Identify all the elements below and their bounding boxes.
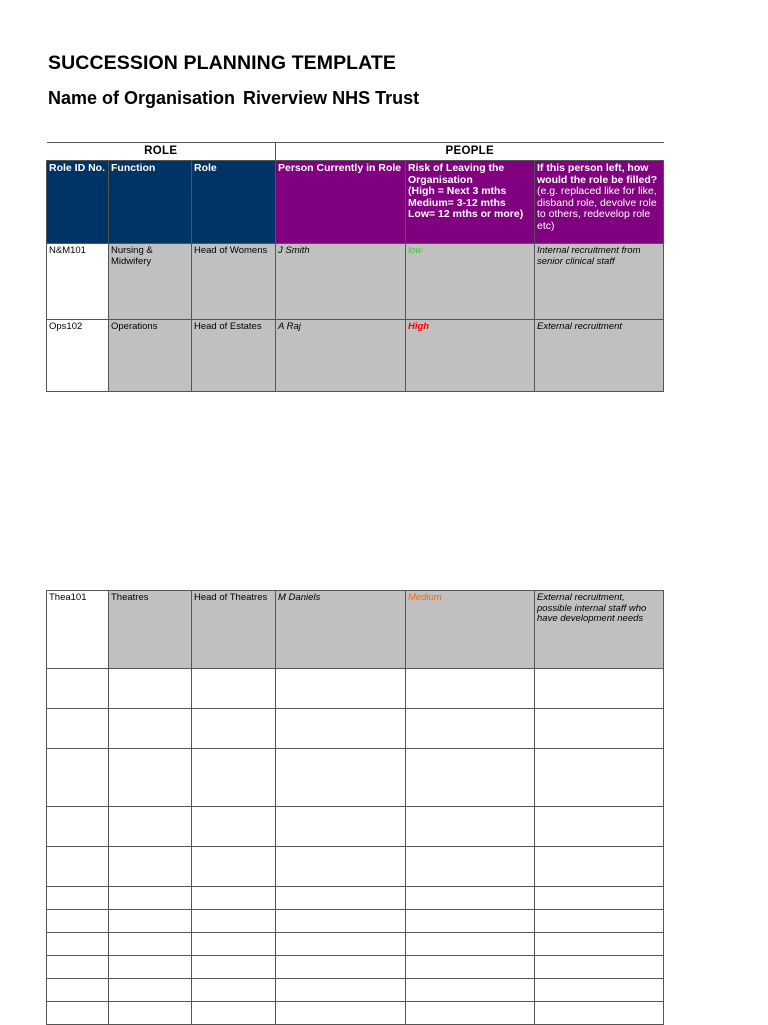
empty-cell[interactable] <box>109 749 192 807</box>
empty-cell[interactable] <box>192 669 276 709</box>
cell-role-id: Ops102 <box>47 320 109 392</box>
header-fill <box>535 161 664 244</box>
empty-cell[interactable] <box>47 933 109 956</box>
empty-cell[interactable] <box>535 933 664 956</box>
empty-cell[interactable] <box>47 979 109 1002</box>
empty-cell[interactable] <box>109 979 192 1002</box>
cell-risk: low <box>406 244 535 320</box>
empty-cell[interactable] <box>406 1002 535 1025</box>
empty-cell[interactable] <box>406 709 535 749</box>
header-fill-title: If this person left, how would the role be filled? <box>537 162 658 186</box>
empty-cell[interactable] <box>192 979 276 1002</box>
group-role: ROLE <box>47 143 276 161</box>
header-risk-low: Low= 12 mths or more) <box>408 208 524 220</box>
empty-row <box>47 956 664 979</box>
organisation-line <box>48 88 419 109</box>
empty-cell[interactable] <box>406 887 535 910</box>
empty-cell[interactable] <box>47 887 109 910</box>
empty-cell[interactable] <box>109 669 192 709</box>
empty-cell[interactable] <box>406 956 535 979</box>
empty-cell[interactable] <box>276 933 406 956</box>
empty-cell[interactable] <box>109 956 192 979</box>
empty-cell[interactable] <box>47 669 109 709</box>
header-risk-medium: Medium= 3-12 mths <box>408 196 506 209</box>
header-risk-title: Risk of Leaving the Organisation <box>408 162 505 186</box>
empty-row <box>47 847 664 887</box>
empty-row <box>47 669 664 709</box>
empty-cell[interactable] <box>109 933 192 956</box>
empty-cell[interactable] <box>192 807 276 847</box>
empty-cell[interactable] <box>47 910 109 933</box>
empty-cell[interactable] <box>47 807 109 847</box>
cell-risk: Medium <box>406 591 535 669</box>
header-person: Person Currently in Role <box>276 161 406 244</box>
empty-cell[interactable] <box>109 847 192 887</box>
cell-fill: External recruitment, possible internal staff who have development needs <box>535 591 664 669</box>
empty-cell[interactable] <box>535 669 664 709</box>
cell-role: Head of Womens <box>192 244 276 320</box>
empty-cell[interactable] <box>535 910 664 933</box>
cell-function: Operations <box>109 320 192 392</box>
document-title: SUCCESSION PLANNING TEMPLATE <box>48 52 397 74</box>
empty-cell[interactable] <box>276 979 406 1002</box>
organisation-label: Name of Organisation <box>48 88 236 108</box>
header-risk-high: (High = Next 3 mths <box>408 185 507 197</box>
table-row <box>47 591 664 669</box>
empty-cell[interactable] <box>47 749 109 807</box>
empty-cell[interactable] <box>192 709 276 749</box>
empty-cell[interactable] <box>406 807 535 847</box>
empty-cell[interactable] <box>406 669 535 709</box>
empty-cell[interactable] <box>192 910 276 933</box>
empty-cell[interactable] <box>276 887 406 910</box>
succession-table-top <box>46 142 664 392</box>
empty-cell[interactable] <box>535 749 664 807</box>
empty-cell[interactable] <box>192 749 276 807</box>
empty-row <box>47 979 664 1002</box>
cell-role-id: Thea101 <box>47 591 109 669</box>
empty-cell[interactable] <box>109 1002 192 1025</box>
empty-cell[interactable] <box>406 933 535 956</box>
empty-row <box>47 709 664 749</box>
cell-risk: High <box>406 320 535 392</box>
empty-cell[interactable] <box>192 1002 276 1025</box>
empty-cell[interactable] <box>192 933 276 956</box>
empty-row <box>47 933 664 956</box>
empty-cell[interactable] <box>192 887 276 910</box>
empty-cell[interactable] <box>406 979 535 1002</box>
cell-person: A Raj <box>276 320 406 392</box>
column-header-row <box>47 161 664 244</box>
empty-cell[interactable] <box>406 749 535 807</box>
empty-cell[interactable] <box>535 709 664 749</box>
cell-fill: External recruitment <box>535 320 664 392</box>
empty-cell[interactable] <box>276 709 406 749</box>
empty-cell[interactable] <box>535 956 664 979</box>
succession-table-bottom <box>46 590 664 1025</box>
cell-role: Head of Estates <box>192 320 276 392</box>
empty-cell[interactable] <box>47 956 109 979</box>
group-header-row <box>47 143 664 161</box>
cell-fill: Internal recruitment from senior clinical staff <box>535 244 664 320</box>
empty-row <box>47 749 664 807</box>
empty-row <box>47 807 664 847</box>
group-people: PEOPLE <box>276 143 664 161</box>
empty-cell[interactable] <box>47 709 109 749</box>
empty-cell[interactable] <box>192 847 276 887</box>
empty-cell[interactable] <box>535 847 664 887</box>
header-role-id: Role ID No. <box>47 161 109 244</box>
empty-cell[interactable] <box>192 956 276 979</box>
empty-cell[interactable] <box>109 807 192 847</box>
empty-cell[interactable] <box>276 669 406 709</box>
empty-cell[interactable] <box>406 847 535 887</box>
empty-cell[interactable] <box>276 910 406 933</box>
empty-cell[interactable] <box>406 910 535 933</box>
table-row <box>47 320 664 392</box>
empty-cell[interactable] <box>535 887 664 910</box>
empty-cell[interactable] <box>109 910 192 933</box>
empty-cell[interactable] <box>47 1002 109 1025</box>
empty-cell[interactable] <box>535 979 664 1002</box>
cell-function: Nursing & Midwifery <box>109 244 192 320</box>
table-row <box>47 244 664 320</box>
cell-role-id: N&M101 <box>47 244 109 320</box>
empty-cell[interactable] <box>47 847 109 887</box>
organisation-value: Riverview NHS Trust <box>243 88 420 108</box>
empty-row <box>47 910 664 933</box>
empty-cell[interactable] <box>109 887 192 910</box>
empty-cell[interactable] <box>276 1002 406 1025</box>
empty-cell[interactable] <box>276 807 406 847</box>
empty-row <box>47 887 664 910</box>
empty-cell[interactable] <box>276 749 406 807</box>
header-risk <box>406 161 535 244</box>
empty-cell[interactable] <box>109 709 192 749</box>
empty-row <box>47 1002 664 1025</box>
cell-role: Head of Theatres <box>192 591 276 669</box>
header-fill-hint: (e.g. replaced like for like, disband role, devolve role to others, redevelop role etc) <box>537 185 657 232</box>
empty-cell[interactable] <box>535 807 664 847</box>
header-role: Role <box>192 161 276 244</box>
empty-cell[interactable] <box>276 847 406 887</box>
cell-person: M Daniels <box>276 591 406 669</box>
empty-cell[interactable] <box>535 1002 664 1025</box>
cell-function: Theatres <box>109 591 192 669</box>
cell-person: J Smith <box>276 244 406 320</box>
header-function: Function <box>109 161 192 244</box>
empty-cell[interactable] <box>276 956 406 979</box>
